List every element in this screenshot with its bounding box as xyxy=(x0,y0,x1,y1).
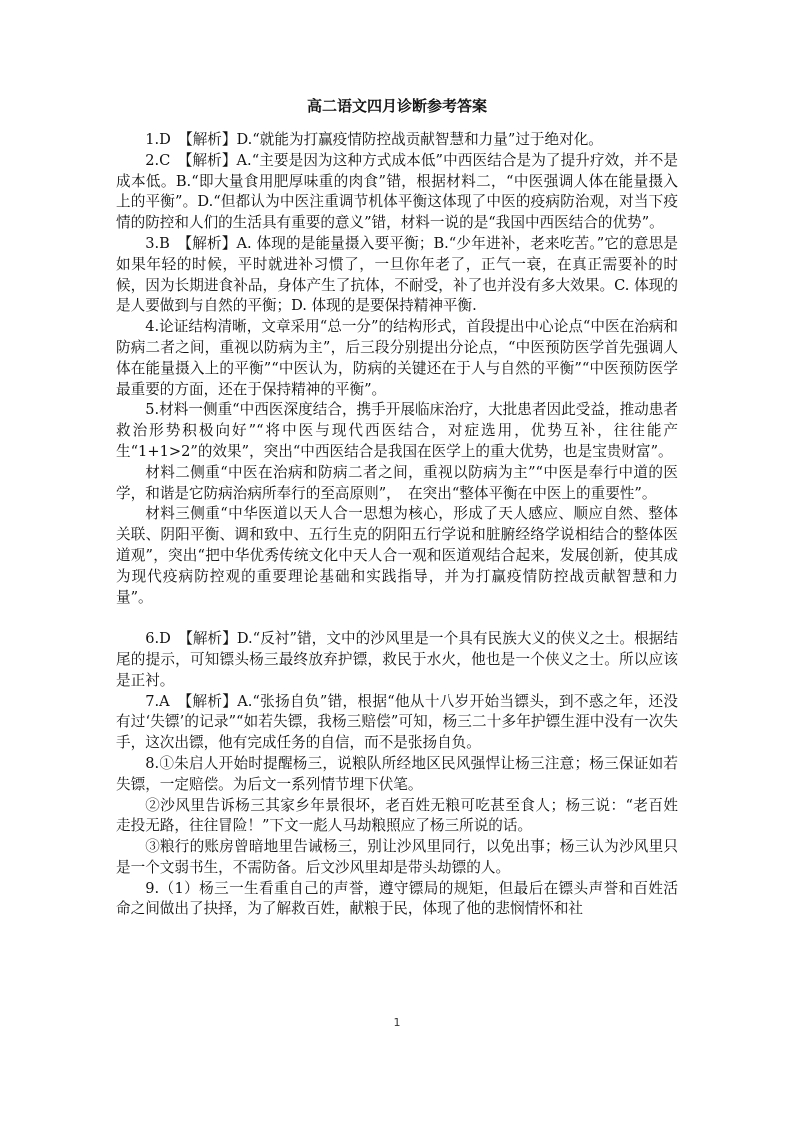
answer-3: 3.B 【解析】A. 体现的是能量摄入要平衡；B.“少年进补，老来吃苦。”它的意思是如果年轻的时候，平时就进补习惯了，一旦你年老了，正气一衰，在真正需要补的时候，因为长期进食补品，身体产生了抗体，不耐受，补了也并没有多大效果。C. 体现的是人要做到与自然的平衡；D. 体现的是要保持精神平衡. xyxy=(116,234,678,315)
answer-7: 7.A 【解析】A.“张扬自负”错，根据“他从十八岁开始当镖头，到不惑之年，还没有过‘失镖’的记录”“如若失镖，我杨三赔偿”可知，杨三二十多年护镖生涯中没有一次失手，这次出镖，他有完成任务的自信，而不是张扬自负。 xyxy=(116,692,678,752)
answer-8-point-3: ③粮行的账房曾暗地里告诫杨三，别让沙风里同行，以免出事；杨三认为沙风里只是一个文弱书生，不需防备。后文沙风里却是带头劫镖的人。 xyxy=(116,838,678,876)
document-body xyxy=(116,96,678,920)
answer-6: 6.D 【解析】D.“反衬”错，文中的沙风里是一个具有民族大义的侠义之士。根据结尾的提示，可知镖头杨三最终放弃护镖，救民于水火，他也是一个侠义之士。所以应该是正衬。 xyxy=(116,630,678,689)
answer-9: 9.（1）杨三一生看重自己的声誉，遵守镖局的规矩，但最后在镖头声誉和百姓活命之间做出了抉择，为了解救百姓，献粮于民，体现了他的悲悯情怀和社 xyxy=(116,879,678,918)
page-number: 1 xyxy=(393,1016,401,1029)
answer-2: 2.C 【解析】A.“主要是因为这种方式成本低”中西医结合是为了提升疗效，并不是成本低。B.“即大量食用肥厚味重的肉食”错，根据材料二，“中医强调人体在能量摄入上的平衡”。D.“但都认为中医注重调节机体平衡这体现了中医的疫病防治观，对当下疫情的防控和人们的生活具有重要的意义”错，材料一说的是“我国中西医结合的优势”。 xyxy=(116,151,678,232)
answer-5-material-1: 5.材料一侧重“中西医深度结合，携手开展临床治疗，大批患者因此受益，推动患者救治形势积极向好”“将中医与现代西医结合，对症选用，优势互补，往往能产生“1+1>2”的效果”，突出“中西医结合是我国在医学上的重大优势，也是宝贵财富”。 xyxy=(116,401,678,460)
section-gap xyxy=(116,608,678,629)
document-title: 高二语文四月诊断参考答案 xyxy=(306,97,487,115)
answer-5-material-2: 材料二侧重“中医在治病和防病二者之间，重视以防病为主”“中医是奉行中道的医学，和谐是它防病治病所奉行的至高原则”， 在突出“整体平衡在中医上的重要性”。 xyxy=(116,463,678,502)
answer-1: 1.D 【解析】D.“就能为打赢疫情防控战贡献智慧和力量”过于绝对化。 xyxy=(145,131,603,148)
answer-8-point-2: ②沙风里告诉杨三其家乡年景很坏，老百姓无粮可吃甚至食人；杨三说：“老百姓走投无路，往往冒险！”下文一彪人马劫粮照应了杨三所说的话。 xyxy=(116,796,678,835)
answer-4: 4.论证结构清晰，文章采用“总一分”的结构形式，首段提出中心论点“中医在治病和防病二者之间，重视以防病为主”，后三段分别提出分论点，“中医预防医学首先强调人体在能量摄入上的平衡”“中医认为，防病的关键还在于人与自然的平衡”“中医预防医学最重要的方面，还在于保持精神的平衡”。 xyxy=(116,318,678,398)
answer-8-point-1: 8.①朱启人开始时提醒杨三，说粮队所经地区民风强悍让杨三注意；杨三保证如若失镖，一定赔偿。为后文一系列情节埋下伏笔。 xyxy=(116,754,678,793)
answer-5-material-3: 材料三侧重“中华医道以天人合一思想为核心，形成了天人感应、顺应自然、整体关联、阴阳平衡、调和致中、五行生克的阴阳五行学说和脏腑经络学说相结合的整体医道观”，突出“把中华优秀传统文化中天人合一观和医道观结合起来，发展创新，使其成为现代疫病防控观的重要理论基础和实践指导，并为打赢疫情防控战贡献智慧和力量”。 xyxy=(116,505,678,606)
